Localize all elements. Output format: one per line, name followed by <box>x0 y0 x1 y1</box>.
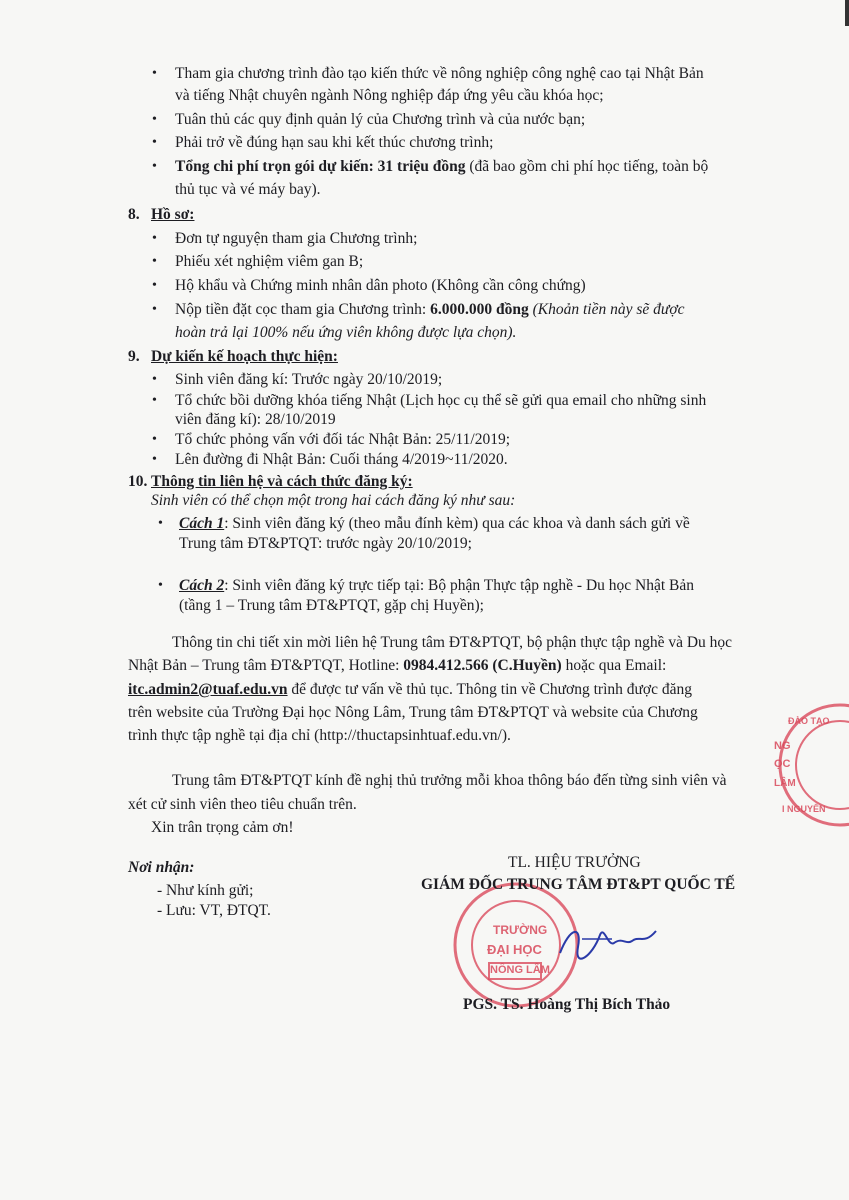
signer-position: GIÁM ĐỐC TRUNG TÂM ĐT&PT QUỐC TẾ <box>421 876 736 893</box>
deposit-note: (Khoản tiền này sẽ được <box>528 301 685 318</box>
section-number: 8. <box>128 206 140 223</box>
method-label: Cách 2 <box>179 577 225 594</box>
contact-hotline-line <box>128 656 666 676</box>
cost-total: Tổng chi phí trọn gói dự kiến: 31 triệu đồng <box>175 158 466 175</box>
hotline: 0984.412.566 (C.Huyền) <box>403 657 562 674</box>
method-text: : Sinh viên đăng ký (theo mẫu đính kèm) qua các khoa và danh sách gửi về <box>224 515 690 532</box>
handwritten-signature-icon <box>552 917 662 967</box>
stamp-fragment: I NGUYÊN <box>782 804 826 814</box>
section-number: 9. <box>128 348 140 365</box>
bullet-icon: • <box>158 578 163 593</box>
bullet-icon: • <box>152 278 157 293</box>
stamp-fragment: ĐÀO TẠO <box>788 716 830 726</box>
thanks-text: Xin trân trọng cảm ơn! <box>151 819 294 836</box>
requirement-text: Tuân thủ các quy định quản lý của Chương trình và của nước bạn; <box>175 111 586 128</box>
website-line: trình thực tập nghề tại địa chỉ (http://thuctapsinhtuaf.edu.vn/). <box>128 727 511 744</box>
section-number: 10. <box>128 473 148 490</box>
bullet-icon: • <box>152 393 157 408</box>
requirement-text: Tham gia chương trình đào tạo kiến thức về nông nghiệp công nghệ cao tại Nhật Bản <box>175 65 704 82</box>
on-behalf-title: TL. HIỆU TRƯỞNG <box>508 854 641 871</box>
bullet-icon: • <box>152 452 157 467</box>
method-label: Cách 1 <box>179 515 225 532</box>
bullet-icon: • <box>152 432 157 447</box>
method-text: : Sinh viên đăng ký trực tiếp tại: Bộ phận Thực tập nghề - Du học Nhật Bản <box>224 577 695 594</box>
contact-text: Thông tin chi tiết xin mời liên hệ Trung tâm ĐT&PTQT, bộ phận thực tập nghề và Du học <box>172 634 733 651</box>
deposit-note-cont: hoàn trả lại 100% nếu ứng viên không được lựa chọn). <box>175 324 517 341</box>
schedule-item: Tổ chức phỏng vấn với đối tác Nhật Bản: 25/11/2019; <box>175 431 511 448</box>
closing-text: Trung tâm ĐT&PTQT kính đề nghị thủ trưởng mỗi khoa thông báo đến từng sinh viên và <box>172 772 727 789</box>
stamp-fragment: NG <box>774 740 791 752</box>
contact-text: trên website của Trường Đại học Nông Lâm, Trung tâm ĐT&PTQT và website của Chương <box>128 704 698 721</box>
method-text-cont: Trung tâm ĐT&PTQT: trước ngày 20/10/2019; <box>179 535 472 552</box>
document-item: Hộ khẩu và Chứng minh nhân dân photo (Không cần công chứng) <box>175 277 586 294</box>
cost-note-cont: thủ tục và vé máy bay). <box>175 181 321 198</box>
registration-method <box>179 576 694 596</box>
requirement-text: và tiếng Nhật chuyên ngành Nông nghiệp đáp ứng yêu cầu khóa học; <box>175 87 604 104</box>
edge-stamp <box>760 700 849 830</box>
registration-method <box>179 514 690 534</box>
schedule-item: Tổ chức bồi dưỡng khóa tiếng Nhật (Lịch học cụ thể sẽ gửi qua email cho những sinh <box>175 392 707 409</box>
stamp-fragment: LÂM <box>774 778 796 789</box>
bullet-icon: • <box>152 254 157 269</box>
section-title: Dự kiến kế hoạch thực hiện: <box>151 348 338 365</box>
bullet-icon: • <box>152 135 157 150</box>
document-item: Phiếu xét nghiệm viêm gan B; <box>175 253 364 270</box>
requirement-text: Phải trở về đúng hạn sau khi kết thúc chương trình; <box>175 134 494 151</box>
schedule-item-cont: viên đăng kí): 28/10/2019 <box>175 411 336 428</box>
method-text-cont: (tầng 1 – Trung tâm ĐT&PTQT, gặp chị Huyền); <box>179 597 484 614</box>
cost-note: (đã bao gồm chi phí học tiếng, toàn bộ <box>465 158 709 175</box>
schedule-item: Lên đường đi Nhật Bản: Cuối tháng 4/2019~11/2020. <box>175 451 508 468</box>
deposit-label: Nộp tiền đặt cọc tham gia Chương trình: <box>175 301 431 318</box>
signer-name: PGS. TS. Hoàng Thị Bích Thảo <box>463 996 671 1013</box>
section-title: Thông tin liên hệ và cách thức đăng ký: <box>151 473 413 490</box>
closing-text: xét cử sinh viên theo tiêu chuẩn trên. <box>128 796 357 813</box>
contact-text: hoặc qua Email: <box>561 657 667 674</box>
stamp-text-line: TRƯỜNG <box>493 923 548 937</box>
contact-text: Nhật Bản – Trung tâm ĐT&PTQT, Hotline: <box>128 657 404 674</box>
recipient-item: - Như kính gửi; <box>157 882 254 899</box>
document-item: Đơn tự nguyện tham gia Chương trình; <box>175 230 418 247</box>
bullet-icon: • <box>152 66 157 81</box>
bullet-icon: • <box>152 112 157 127</box>
deposit-line <box>175 300 684 320</box>
recipients-title: Nơi nhận: <box>128 859 195 876</box>
bullet-icon: • <box>158 516 163 531</box>
bullet-icon: • <box>152 159 157 174</box>
recipient-item: - Lưu: VT, ĐTQT. <box>157 902 271 919</box>
bullet-icon: • <box>152 231 157 246</box>
cost-line <box>175 157 708 177</box>
stamp-fragment: ỌC <box>774 758 791 770</box>
contact-text: để được tư vấn về thủ tục. Thông tin về Chương trình được đăng <box>287 681 692 698</box>
contact-email-line <box>128 680 692 700</box>
registration-intro: Sinh viên có thể chọn một trong hai cách đăng ký như sau: <box>151 492 516 509</box>
scan-edge-mark <box>845 0 849 26</box>
schedule-item: Sinh viên đăng kí: Trước ngày 20/10/2019; <box>175 371 443 388</box>
section-title: Hồ sơ: <box>151 206 195 223</box>
bullet-icon: • <box>152 372 157 387</box>
email-link[interactable]: itc.admin2@tuaf.edu.vn <box>128 681 288 698</box>
bullet-icon: • <box>152 302 157 317</box>
deposit-amount: 6.000.000 đồng <box>430 301 529 318</box>
stamp-text-line: NÔNG LÂM <box>490 964 550 976</box>
stamp-text-line: ĐẠI HỌC <box>487 942 542 957</box>
